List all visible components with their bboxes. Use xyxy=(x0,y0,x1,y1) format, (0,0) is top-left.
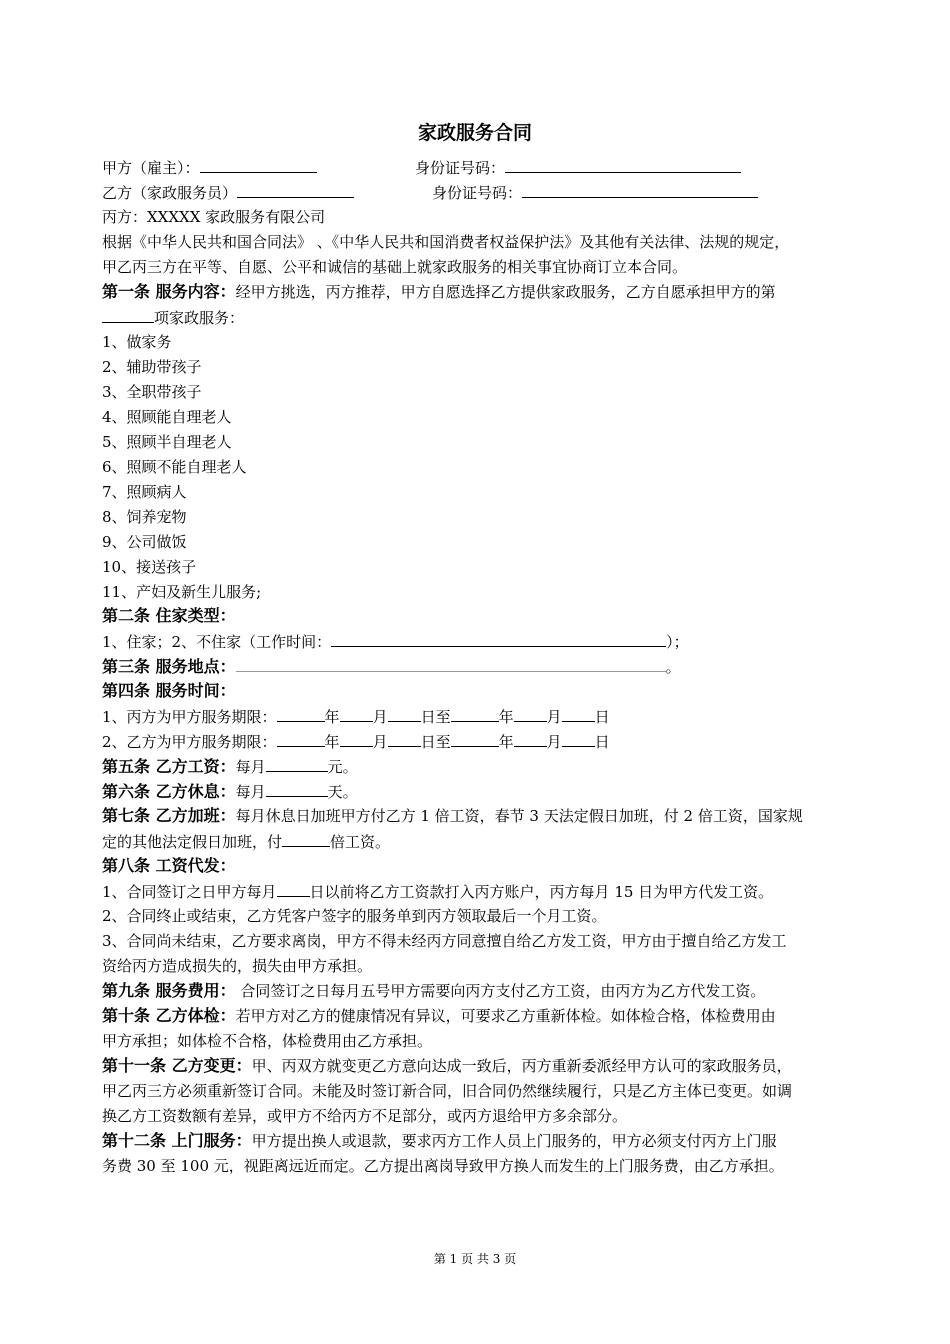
start-year-field[interactable] xyxy=(277,706,325,722)
article-8-heading-line xyxy=(102,856,236,876)
article-8-item-3-cont: 资给丙方造成损失的，损失由甲方承担。 xyxy=(102,957,373,975)
service-item: 5、照顾半自理老人 xyxy=(102,433,232,451)
article-12-text: 甲方提出换人或退款，要求丙方工作人员上门服务的，甲方必须支付丙方上门服 xyxy=(251,1132,777,1150)
party-c-line: 丙方：XXXXX 家政服务有限公司 xyxy=(102,208,326,226)
party-a-id-field[interactable] xyxy=(505,157,741,173)
end-year-field[interactable] xyxy=(451,731,499,747)
month-label: 月 xyxy=(546,733,562,751)
article-3-text-end: 。 xyxy=(665,658,681,676)
start-month-field[interactable] xyxy=(340,731,373,747)
day-label: 日 xyxy=(594,708,610,726)
article-11-line xyxy=(102,1056,792,1076)
party-a-id-line xyxy=(415,157,741,178)
article-9-heading: 第九条 服务费用： xyxy=(102,981,236,1000)
article-4-heading: 第四条 服务时间： xyxy=(102,681,236,700)
article-10-line xyxy=(102,1006,776,1026)
article-2-heading-line xyxy=(102,606,236,626)
month-label: 月 xyxy=(372,708,388,726)
article-9-line xyxy=(102,981,765,1001)
party-b-line xyxy=(102,182,354,203)
article-8-heading: 第八条 工资代发： xyxy=(102,856,236,875)
month-label: 月 xyxy=(372,733,388,751)
end-day-field[interactable] xyxy=(562,706,595,722)
page-number-footer: 第 1 页 共 3 页 xyxy=(433,1252,517,1266)
article-7-text-2-suffix: 倍工资。 xyxy=(330,833,391,851)
article-8-item-1-suffix: 日以前将乙方工资款打入丙方账户，丙方每月 15 日为甲方代发工资。 xyxy=(309,883,774,901)
article-3-line xyxy=(102,656,681,677)
service-item: 10、接送孩子 xyxy=(102,558,197,576)
article-4-heading-line xyxy=(102,681,236,701)
article-5-suffix: 元。 xyxy=(327,758,358,776)
monthly-salary-field[interactable] xyxy=(266,756,328,772)
article-9-text: 合同签订之日每月五号甲方需要向丙方支付乙方工资，由丙方为乙方代发工资。 xyxy=(235,982,766,1000)
party-b-name-field[interactable] xyxy=(237,182,354,198)
article-2-heading: 第二条 住家类型： xyxy=(102,606,236,625)
party-a-name-field[interactable] xyxy=(200,157,317,173)
end-day-field[interactable] xyxy=(562,731,595,747)
article-7-line-2 xyxy=(102,831,390,852)
service-item: 3、全职带孩子 xyxy=(102,383,202,401)
service-item: 2、辅助带孩子 xyxy=(102,358,202,376)
article-10-heading: 第十条 乙方体检： xyxy=(102,1006,236,1025)
day-label: 日 xyxy=(594,733,610,751)
article-2-text: 1、住家；2、不住家（工作时间： xyxy=(102,633,332,651)
end-year-field[interactable] xyxy=(451,706,499,722)
year-label: 年 xyxy=(498,708,514,726)
party-a-line xyxy=(102,157,317,178)
article-8-item-1 xyxy=(102,881,773,902)
end-month-field[interactable] xyxy=(514,706,547,722)
day-to-label: 日至 xyxy=(420,733,451,751)
article-6-suffix: 天。 xyxy=(327,783,358,801)
service-location-field[interactable] xyxy=(236,656,666,672)
b-service-period-label: 2、乙方为甲方服务期限： xyxy=(102,733,277,751)
article-11-line-3: 换乙方工资数额有差异，或甲方不给丙方不足部分，或丙方退给甲方多余部分。 xyxy=(102,1107,628,1125)
article-8-item-3: 3、合同尚未结束，乙方要求离岗，甲方不得未经丙方同意擅自给乙方发工资，甲方由于擅自给乙方发工 xyxy=(102,932,787,950)
article-1-text-2: 项家政服务： xyxy=(154,309,245,327)
article-12-line xyxy=(102,1131,777,1151)
start-day-field[interactable] xyxy=(388,731,421,747)
article-7-heading: 第七条 乙方加班： xyxy=(102,806,236,825)
article-11-text: 甲、丙双方就变更乙方意向达成一致后，丙方重新委派经甲方认可的家政服务员， xyxy=(251,1057,792,1075)
rest-days-field[interactable] xyxy=(266,781,328,797)
c-service-period-label: 1、丙方为甲方服务期限： xyxy=(102,708,277,726)
article-7-text-2: 定的其他法定假日加班，付 xyxy=(102,833,283,851)
party-b-id-line xyxy=(432,182,758,203)
day-to-label: 日至 xyxy=(420,708,451,726)
article-8-item-1-prefix: 1、合同签订之日甲方每月 xyxy=(102,883,277,901)
document-title: 家政服务合同 xyxy=(417,122,532,144)
service-item: 8、饲养宠物 xyxy=(102,508,187,526)
article-10-line-2: 甲方承担；如体检不合格，体检费用由乙方承担。 xyxy=(102,1032,433,1050)
year-label: 年 xyxy=(324,708,340,726)
article-12-line-2: 务费 30 至 100 元，视距离远近而定。乙方提出离岗导致甲方换人而发生的上门服务费，由乙方承担。 xyxy=(102,1157,784,1175)
article-7-text: 每月休息日加班甲方付乙方 1 倍工资，春节 3 天法定假日加班，付 2 倍工资，国家规 xyxy=(235,807,803,825)
article-2-text-end: ）； xyxy=(666,633,689,651)
year-label: 年 xyxy=(324,733,340,751)
work-time-field[interactable] xyxy=(331,631,666,647)
article-12-heading: 第十二条 上门服务： xyxy=(102,1131,252,1150)
article-1 xyxy=(102,282,776,302)
payment-day-field[interactable] xyxy=(277,881,310,897)
article-6-line xyxy=(102,781,358,802)
service-item: 6、照顾不能自理老人 xyxy=(102,458,247,476)
party-b-id-label: 身份证号码： xyxy=(432,184,523,202)
article-5-prefix: 每月 xyxy=(235,758,266,776)
article-1-heading: 第一条 服务内容： xyxy=(102,282,236,301)
service-item: 1、做家务 xyxy=(102,333,172,351)
start-day-field[interactable] xyxy=(388,706,421,722)
start-month-field[interactable] xyxy=(340,706,373,722)
holiday-multiplier-field[interactable] xyxy=(282,831,330,847)
party-a-id-label: 身份证号码： xyxy=(415,159,506,177)
service-item: 9、公司做饭 xyxy=(102,533,187,551)
article-4-line-1 xyxy=(102,706,610,727)
article-6-prefix: 每月 xyxy=(235,783,266,801)
article-2-line xyxy=(102,631,689,652)
party-a-label: 甲方（雇主）： xyxy=(102,159,200,177)
preamble-line-2: 甲乙丙三方在平等、自愿、公平和诚信的基础上就家政服务的相关事宜协商订立本合同。 xyxy=(102,258,688,276)
article-1-text: 经甲方挑选，丙方推荐，甲方自愿选择乙方提供家政服务，乙方自愿承担甲方的第 xyxy=(235,283,776,301)
service-item-number-field[interactable] xyxy=(102,307,154,323)
article-11-heading: 第十一条 乙方变更： xyxy=(102,1056,252,1075)
article-6-heading: 第六条 乙方休息： xyxy=(102,782,236,801)
article-5-heading: 第五条 乙方工资： xyxy=(102,757,236,776)
service-item: 11、产妇及新生儿服务; xyxy=(102,583,262,601)
article-8-item-2: 2、合同终止或结束，乙方凭客户签字的服务单到丙方领取最后一个月工资。 xyxy=(102,907,607,925)
article-3-heading: 第三条 服务地点： xyxy=(102,657,236,676)
article-5-line xyxy=(102,756,358,777)
service-item: 7、照顾病人 xyxy=(102,483,187,501)
article-4-line-2 xyxy=(102,731,610,752)
article-1-line-2 xyxy=(102,307,244,328)
start-year-field[interactable] xyxy=(277,731,325,747)
party-b-label: 乙方（家政服务员） xyxy=(102,184,238,202)
article-10-text: 若甲方对乙方的健康情况有异议，可要求乙方重新体检。如体检合格，体检费用由 xyxy=(235,1007,776,1025)
preamble-line-1: 根据《中华人民共和国合同法》 、《中华人民共和国消费者权益保护法》及其他有关法律、法规的规定， xyxy=(102,233,790,251)
year-label: 年 xyxy=(498,733,514,751)
month-label: 月 xyxy=(546,708,562,726)
service-item: 4、照顾能自理老人 xyxy=(102,408,232,426)
article-11-line-2: 甲乙丙三方必须重新签订合同。未能及时签订新合同，旧合同仍然继续履行，只是乙方主体已变更。如调 xyxy=(102,1082,793,1100)
end-month-field[interactable] xyxy=(514,731,547,747)
party-b-id-field[interactable] xyxy=(522,182,758,198)
article-7-line xyxy=(102,806,803,826)
